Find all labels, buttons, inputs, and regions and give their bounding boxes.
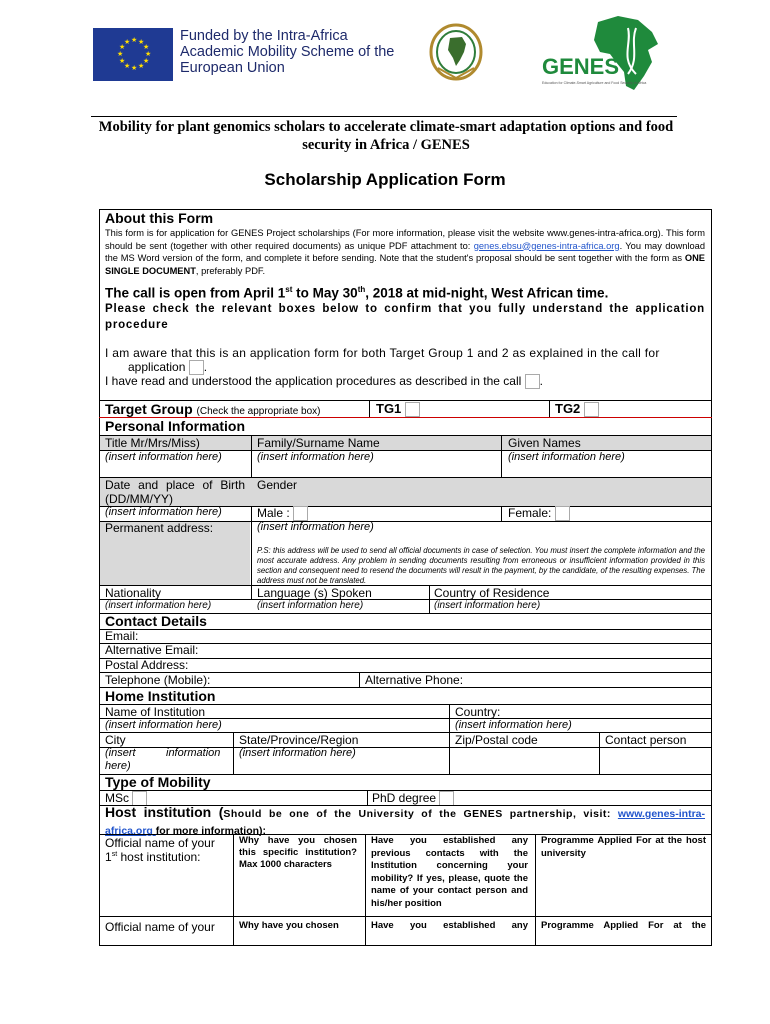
call-dates-sup1: st bbox=[285, 285, 293, 294]
given-names-input[interactable]: (insert information here) bbox=[508, 451, 625, 463]
gender-label: Gender bbox=[257, 478, 298, 492]
tg2-checkbox[interactable] bbox=[584, 402, 599, 417]
divider bbox=[449, 704, 450, 774]
read-text: I have read and understood the application procedures as described in the call . bbox=[105, 374, 543, 388]
header-rule bbox=[91, 116, 677, 117]
submission-email-link[interactable]: genes.ebsu@genes-intra-africa.org bbox=[473, 240, 620, 251]
call-dates-b: to May 30 bbox=[292, 285, 358, 301]
nationality-input[interactable]: (insert information here) bbox=[105, 600, 212, 611]
tg1-checkbox[interactable] bbox=[405, 402, 420, 417]
divider bbox=[99, 658, 712, 659]
divider bbox=[99, 916, 712, 917]
aware-text-line2: application . bbox=[128, 360, 208, 374]
divider bbox=[535, 834, 536, 946]
tg2-option bbox=[555, 401, 599, 417]
divider bbox=[365, 834, 366, 946]
host-heading-a: Host institution ( bbox=[105, 804, 224, 820]
family-name-input[interactable]: (insert information here) bbox=[257, 451, 374, 463]
form-title: Scholarship Application Form bbox=[264, 170, 506, 189]
msc-label: MSc bbox=[105, 791, 129, 805]
genes-logo bbox=[540, 14, 670, 96]
divider bbox=[359, 672, 360, 687]
state-label: State/Province/Region bbox=[239, 733, 359, 747]
divider bbox=[367, 790, 368, 805]
contact-person-label: Contact person bbox=[605, 733, 687, 747]
target-group-label bbox=[105, 401, 321, 417]
divider bbox=[369, 400, 370, 417]
email-field[interactable]: Email: bbox=[105, 629, 139, 643]
nationality-label: Nationality bbox=[105, 586, 162, 600]
divider bbox=[99, 629, 712, 630]
tg1-option bbox=[376, 401, 420, 417]
male-checkbox[interactable] bbox=[293, 506, 308, 521]
language-input[interactable]: (insert information here) bbox=[257, 600, 364, 611]
why-chosen-question: Why have you chosen this specific institution? Max 1000 characters bbox=[239, 835, 357, 870]
divider bbox=[549, 400, 550, 417]
divider bbox=[99, 585, 712, 586]
programme-applied-question: Programme Applied For at the host university bbox=[541, 835, 706, 859]
official-name-label-1: Official name of your bbox=[105, 836, 215, 850]
about-heading: About this Form bbox=[105, 210, 214, 226]
svg-text:★: ★ bbox=[119, 43, 126, 51]
target-group-title: Target Group bbox=[105, 401, 193, 417]
call-instruction: Please check the relevant boxes below to confirm that you fully understand the application procedure bbox=[105, 303, 705, 331]
project-subtitle: Mobility for plant genomics scholars to accelerate climate-smart adaptation options and food security in Africa / GENES bbox=[98, 119, 674, 153]
previous-contacts-question-2: Have you established any bbox=[371, 920, 528, 931]
about-text bbox=[105, 227, 705, 277]
city-input-c[interactable]: here) bbox=[105, 760, 131, 772]
home-institution-heading: Home Institution bbox=[105, 688, 216, 704]
residence-label: Country of Residence bbox=[434, 586, 550, 600]
genes-logo-text: GENES bbox=[542, 54, 620, 79]
first-host-sup: st bbox=[111, 851, 118, 858]
host-heading-b: Should be one of the University of the GENES partnership, visit: bbox=[223, 808, 618, 820]
svg-text:★: ★ bbox=[138, 62, 145, 70]
alt-email-field[interactable]: Alternative Email: bbox=[105, 643, 199, 657]
call-dates-c: , 2018 at mid-night, West African time. bbox=[365, 285, 609, 301]
family-name-label: Family/Surname Name bbox=[257, 436, 380, 450]
male-option bbox=[257, 506, 308, 521]
first-host-num: 1 bbox=[105, 850, 112, 864]
city-input-b[interactable]: information bbox=[166, 747, 221, 759]
first-host-rest: host institution: bbox=[117, 850, 201, 864]
personal-info-heading: Personal Information bbox=[105, 418, 246, 434]
title-label: Title Mr/Mrs/Miss) bbox=[105, 436, 200, 450]
mobile-phone-field[interactable]: Telephone (Mobile): bbox=[105, 673, 211, 687]
title-input[interactable]: (insert information here) bbox=[105, 451, 222, 463]
svg-text:★: ★ bbox=[145, 50, 152, 58]
about-text-p1: This form is for application for GENES Project scholarships (For more information, please visit the website www.genes-intra-africa.org). This form should be sent (together with other required documents) as unique PDF attachment to: bbox=[105, 228, 705, 251]
language-label: Language (s) Spoken bbox=[257, 586, 372, 600]
address-label: Permanent address: bbox=[105, 521, 214, 535]
divider bbox=[233, 834, 234, 946]
genes-website-link[interactable]: www.genes-intra-africa.org bbox=[105, 808, 706, 837]
about-text-p2: . You may download the MS Word version of the form, and complete it before sending. Note that the student's proposal should be sent together with the form as bbox=[105, 240, 705, 263]
city-label: City bbox=[105, 733, 126, 747]
host-heading-c: for more information): bbox=[155, 825, 267, 837]
official-name-label-2: Official name of your bbox=[105, 920, 215, 934]
address-note: P.S: this address will be used to send all official documents in case of selection. You must insert the complete information and the most accurate address. Any problem in sending documents resulting from erroneous or insufficient information provided in this section and consequent need to resend the documents will result in the payment, by the candidate, of the resulting expenses. The address must not be translated. bbox=[257, 546, 705, 585]
contact-heading: Contact Details bbox=[105, 613, 207, 629]
city-input-a[interactable]: (insert bbox=[105, 747, 136, 759]
dob-label: Date and place of Birth (DD/MM/YY) bbox=[105, 478, 245, 506]
svg-text:★: ★ bbox=[131, 36, 138, 44]
svg-text:★: ★ bbox=[138, 38, 145, 46]
tg1-label: TG1 bbox=[376, 401, 402, 416]
call-dates-a: The call is open from April 1 bbox=[105, 285, 286, 301]
call-dates bbox=[105, 285, 608, 301]
african-union-seal-logo bbox=[428, 22, 484, 84]
divider bbox=[251, 435, 252, 599]
institution-name-label: Name of Institution bbox=[105, 705, 206, 719]
svg-text:★: ★ bbox=[117, 50, 124, 58]
mobility-heading: Type of Mobility bbox=[105, 774, 211, 790]
previous-contacts-question: Have you established any previous contacts with the Institution concerning your mobility? If yes, please, quote the name of your contact person and his/her position bbox=[371, 835, 528, 909]
state-input[interactable]: (insert information here) bbox=[239, 747, 356, 759]
address-input[interactable]: (insert information here) bbox=[257, 521, 374, 533]
eu-funding-text: Funded by the Intra-Africa Academic Mobility Scheme of the European Union bbox=[180, 28, 395, 76]
programme-applied-question-2: Programme Applied For at the bbox=[541, 920, 706, 931]
residence-input[interactable]: (insert information here) bbox=[434, 600, 541, 611]
divider bbox=[599, 732, 600, 774]
postal-address-field[interactable]: Postal Address: bbox=[105, 658, 189, 672]
first-host-label bbox=[105, 850, 201, 864]
dob-input[interactable]: (insert information here) bbox=[105, 506, 222, 518]
why-chosen-question-2: Why have you chosen bbox=[239, 920, 339, 931]
read-text-label: I have read and understood the application procedures as described in the call bbox=[105, 374, 522, 388]
divider bbox=[233, 732, 234, 774]
svg-text:★: ★ bbox=[119, 57, 126, 65]
phd-label: PhD degree bbox=[372, 791, 437, 805]
country-input[interactable]: (insert information here) bbox=[455, 719, 572, 731]
zip-label: Zip/Postal code bbox=[455, 733, 538, 747]
svg-text:★: ★ bbox=[124, 38, 131, 46]
svg-text:★: ★ bbox=[143, 43, 150, 51]
male-label: Male : bbox=[257, 506, 290, 520]
tg2-label: TG2 bbox=[555, 401, 581, 416]
country-label: Country: bbox=[455, 705, 501, 719]
about-text-p3: , preferably PDF. bbox=[195, 265, 266, 276]
read-checkbox[interactable] bbox=[525, 374, 540, 389]
svg-text:★: ★ bbox=[143, 57, 150, 65]
female-checkbox[interactable] bbox=[555, 506, 570, 521]
alt-phone-field[interactable]: Alternative Phone: bbox=[365, 673, 464, 687]
institution-name-input[interactable]: (insert information here) bbox=[105, 719, 222, 731]
aware-text-line2-label: application bbox=[128, 360, 186, 374]
about-text-bold: ONE SINGLE DOCUMENT bbox=[105, 253, 705, 276]
given-names-label: Given Names bbox=[508, 436, 581, 450]
female-label: Female: bbox=[508, 506, 552, 520]
female-option bbox=[508, 506, 570, 521]
genes-tagline: Education for Climate-Smart Agriculture and Food Security in Africa bbox=[542, 81, 647, 85]
svg-text:★: ★ bbox=[131, 64, 138, 72]
eu-flag-logo bbox=[93, 28, 173, 81]
call-dates-sup2: th bbox=[357, 285, 366, 294]
target-group-note: (Check the appropriate box) bbox=[196, 406, 321, 417]
aware-text-line1: I am aware that this is an application form for both Target Group 1 and 2 as explained in the call for bbox=[105, 346, 660, 360]
svg-text:★: ★ bbox=[124, 62, 131, 70]
